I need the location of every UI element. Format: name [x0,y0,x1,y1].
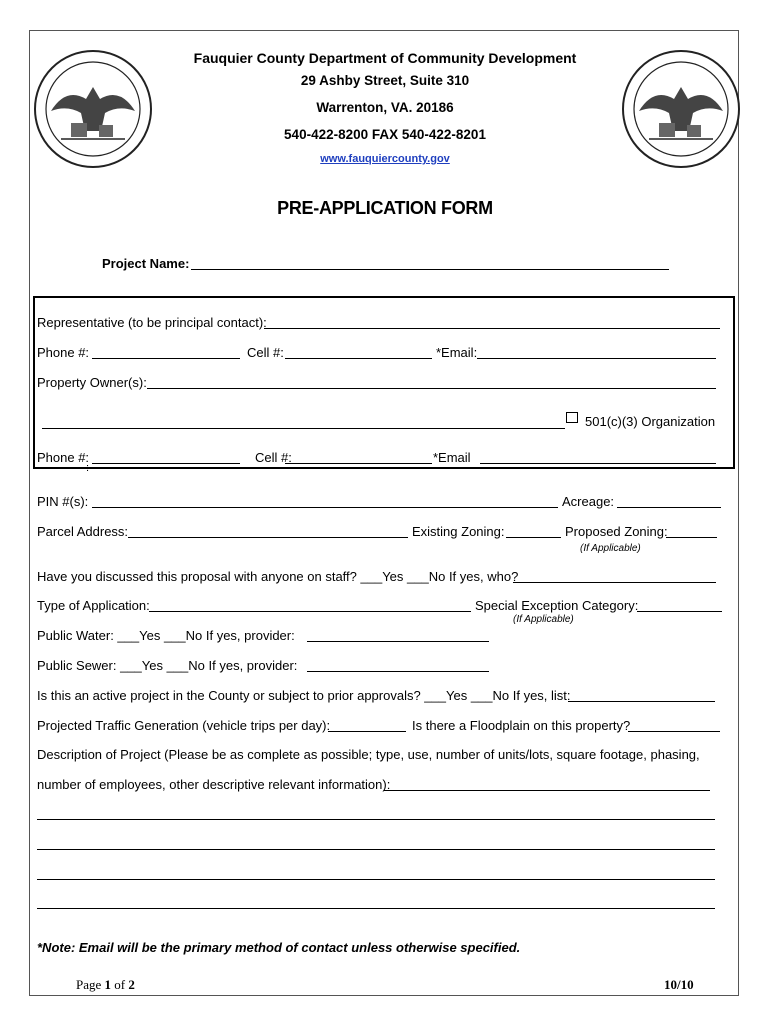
project-name-label: Project Name: [102,256,190,271]
special-exception-field[interactable] [637,611,722,612]
description-line-field-3[interactable] [37,879,715,880]
if-applicable-note-zoning: (If Applicable) [580,543,641,554]
prior-approvals-field[interactable] [568,701,715,702]
owner-phone-field[interactable] [92,463,240,464]
owner-cell-label: Cell #: [255,450,292,465]
water-provider-field[interactable] [307,641,489,642]
proposed-zoning-field[interactable] [666,537,717,538]
revision-date: 10/10 [664,977,694,992]
representative-label: Representative (to be principal contact): [37,315,267,330]
rep-email-field[interactable] [477,358,716,359]
phone-fax-line: 540-422-8200 FAX 540-422-8201 [284,127,486,142]
floodplain-field[interactable] [628,731,720,732]
nonprofit-label: 501(c)(3) Organization [585,414,716,429]
proposed-zoning-label: Proposed Zoning: [565,524,668,539]
staff-contact-field[interactable] [513,582,716,583]
owner-email-label: *Email [433,450,471,465]
page-indicator: Page 1 of 2 [76,977,135,992]
sewer-provider-field[interactable] [307,671,489,672]
application-type-label: Type of Application: [37,598,150,613]
pin-label: PIN #(s): [37,494,89,509]
existing-zoning-field[interactable] [506,537,561,538]
email-contact-note: *Note: Email will be the primary method of contact unless otherwise specified. [37,940,521,955]
description-line-field-1[interactable] [37,819,715,820]
description-line-field-2[interactable] [37,849,715,850]
property-owners-field[interactable] [147,388,716,389]
traffic-generation-field[interactable] [328,731,406,732]
public-water-question: Public Water: ___Yes ___No If yes, provider: [37,628,295,643]
active-project-question: Is this an active project in the County or subject to prior approvals? ___Yes ___No If yes, list: [37,688,571,703]
pin-field[interactable] [92,507,558,508]
website-link[interactable]: www.fauquiercounty.gov [320,153,450,165]
floodplain-question: Is there a Floodplain on this property? [412,718,631,733]
parcel-address-label: Parcel Address: [37,524,129,539]
rep-email-label: *Email: [436,345,478,360]
owner-cell-field[interactable] [285,463,432,464]
public-sewer-question: Public Sewer: ___Yes ___No If yes, provider: [37,658,298,673]
if-applicable-note-exception: (If Applicable) [513,614,574,625]
owner-phone-label: Phone #: [37,450,90,465]
existing-zoning-label: Existing Zoning: [412,524,505,539]
project-name-field[interactable] [191,269,669,270]
parcel-address-field[interactable] [128,537,408,538]
nonprofit-checkbox[interactable] [566,412,578,423]
rep-phone-field[interactable] [92,358,240,359]
description-line-field-4[interactable] [37,908,715,909]
form-page-border [29,30,739,996]
acreage-label: Acreage: [562,494,615,509]
department-name: Fauquier County Department of Community Development [193,50,577,66]
application-type-field[interactable] [149,611,471,612]
description-field[interactable] [384,790,710,791]
rep-phone-label: Phone #: [37,345,90,360]
city-line: Warrenton, VA. 20186 [316,100,454,115]
property-owners-field-2[interactable] [42,428,565,429]
description-line-1: Description of Project (Please be as complete as possible; type, use, number of units/lots, square footage, phasing, [37,747,700,762]
property-owners-label: Property Owner(s): [37,375,147,390]
rep-cell-field[interactable] [285,358,432,359]
representative-field[interactable] [264,328,720,329]
address-line: 29 Ashby Street, Suite 310 [300,73,470,88]
traffic-generation-label: Projected Traffic Generation (vehicle trips per day): [37,718,331,733]
form-title: PRE-APPLICATION FORM [277,198,493,218]
description-line-2: number of employees, other descriptive relevant information): [37,777,391,792]
acreage-field[interactable] [617,507,721,508]
special-exception-label: Special Exception Category: [475,598,639,613]
rep-cell-label: Cell #: [247,345,284,360]
stray-colon: : [86,462,90,474]
staff-discussion-question: Have you discussed this proposal with anyone on staff? ___Yes ___No If yes, who? [37,569,519,584]
owner-email-field[interactable] [480,463,716,464]
